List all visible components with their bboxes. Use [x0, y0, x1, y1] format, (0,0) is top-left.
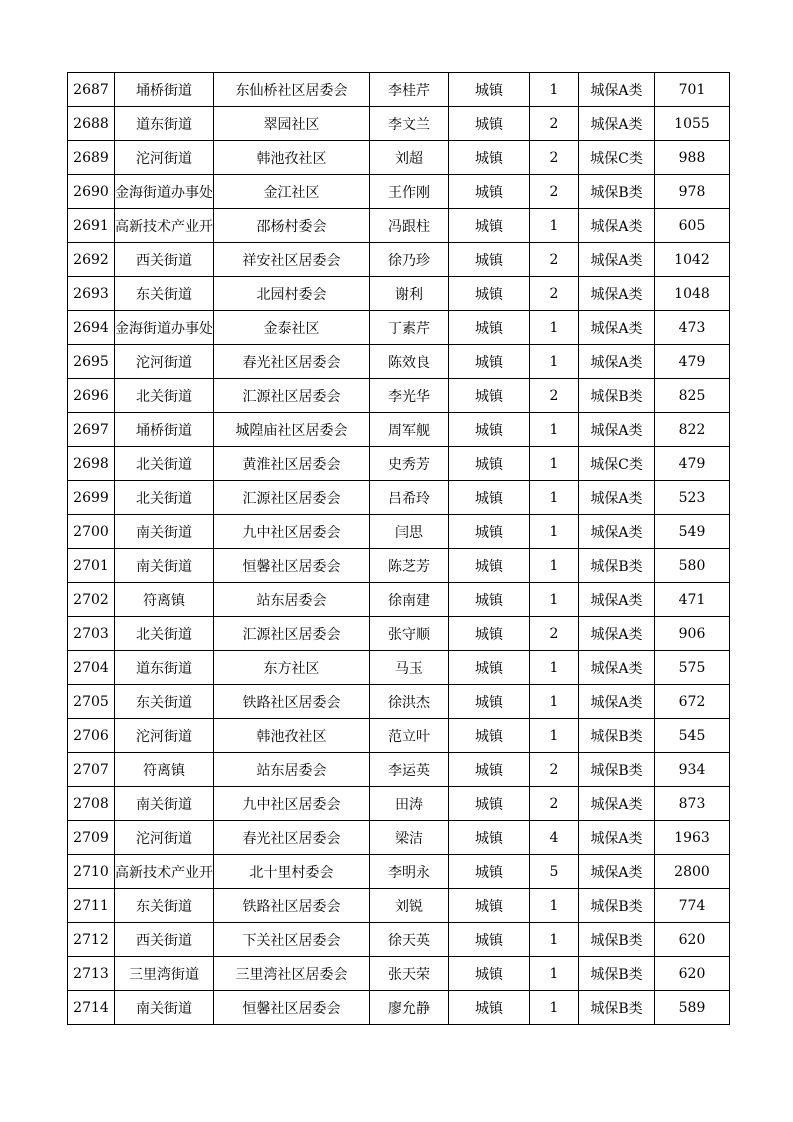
record-number-cell: 2691 — [68, 209, 115, 243]
insurance-category-cell: 城保A类 — [579, 243, 655, 277]
amount-cell: 473 — [655, 311, 730, 345]
street-office-cell: 高新技术产业开 — [115, 855, 214, 889]
record-number-cell: 2700 — [68, 515, 115, 549]
street-office-cell: 南关街道 — [115, 787, 214, 821]
member-count-cell: 1 — [530, 685, 579, 719]
household-type-cell: 城镇 — [449, 617, 530, 651]
household-type-cell: 城镇 — [449, 379, 530, 413]
street-office-cell: 金海街道办事处 — [115, 175, 214, 209]
table-row — [68, 549, 730, 583]
person-name-cell: 史秀芳 — [370, 447, 449, 481]
street-office-cell: 符离镇 — [115, 583, 214, 617]
insurance-category-cell: 城保B类 — [579, 719, 655, 753]
insurance-category-cell: 城保B类 — [579, 379, 655, 413]
record-number-cell: 2698 — [68, 447, 115, 481]
amount-cell: 906 — [655, 617, 730, 651]
person-name-cell: 吕希玲 — [370, 481, 449, 515]
insurance-category-cell: 城保B类 — [579, 991, 655, 1025]
record-number-cell: 2701 — [68, 549, 115, 583]
insurance-category-cell: 城保A类 — [579, 73, 655, 107]
street-office-cell: 西关街道 — [115, 923, 214, 957]
table-row — [68, 617, 730, 651]
record-number-cell: 2711 — [68, 889, 115, 923]
insurance-category-cell: 城保A类 — [579, 209, 655, 243]
insurance-category-cell: 城保B类 — [579, 753, 655, 787]
community-cell: 韩池孜社区 — [214, 141, 370, 175]
amount-cell: 479 — [655, 447, 730, 481]
insurance-category-cell: 城保A类 — [579, 617, 655, 651]
amount-cell: 672 — [655, 685, 730, 719]
insurance-category-cell: 城保A类 — [579, 345, 655, 379]
table-row — [68, 787, 730, 821]
person-name-cell: 李文兰 — [370, 107, 449, 141]
table-row — [68, 651, 730, 685]
member-count-cell: 1 — [530, 481, 579, 515]
household-type-cell: 城镇 — [449, 515, 530, 549]
community-cell: 邵杨村委会 — [214, 209, 370, 243]
community-cell: 下关社区居委会 — [214, 923, 370, 957]
street-office-cell: 南关街道 — [115, 991, 214, 1025]
household-type-cell: 城镇 — [449, 277, 530, 311]
household-type-cell: 城镇 — [449, 855, 530, 889]
street-office-cell: 沱河街道 — [115, 719, 214, 753]
household-type-cell: 城镇 — [449, 107, 530, 141]
person-name-cell: 周军舰 — [370, 413, 449, 447]
person-name-cell: 张守顺 — [370, 617, 449, 651]
person-name-cell: 张天荣 — [370, 957, 449, 991]
record-number-cell: 2699 — [68, 481, 115, 515]
member-count-cell: 1 — [530, 957, 579, 991]
household-type-cell: 城镇 — [449, 141, 530, 175]
insurance-category-cell: 城保C类 — [579, 141, 655, 175]
record-number-cell: 2714 — [68, 991, 115, 1025]
community-cell: 北十里村委会 — [214, 855, 370, 889]
person-name-cell: 陈芝芳 — [370, 549, 449, 583]
amount-cell: 1042 — [655, 243, 730, 277]
member-count-cell: 2 — [530, 107, 579, 141]
community-cell: 九中社区居委会 — [214, 515, 370, 549]
street-office-cell: 东关街道 — [115, 889, 214, 923]
member-count-cell: 2 — [530, 753, 579, 787]
table-row — [68, 855, 730, 889]
table-row — [68, 413, 730, 447]
community-cell: 汇源社区居委会 — [214, 481, 370, 515]
member-count-cell: 1 — [530, 991, 579, 1025]
community-cell: 汇源社区居委会 — [214, 379, 370, 413]
member-count-cell: 1 — [530, 413, 579, 447]
street-office-cell: 埇桥街道 — [115, 413, 214, 447]
street-office-cell: 北关街道 — [115, 447, 214, 481]
street-office-cell: 金海街道办事处 — [115, 311, 214, 345]
record-number-cell: 2702 — [68, 583, 115, 617]
household-type-cell: 城镇 — [449, 447, 530, 481]
amount-cell: 549 — [655, 515, 730, 549]
member-count-cell: 1 — [530, 345, 579, 379]
record-number-cell: 2709 — [68, 821, 115, 855]
amount-cell: 575 — [655, 651, 730, 685]
member-count-cell: 1 — [530, 651, 579, 685]
member-count-cell: 1 — [530, 311, 579, 345]
street-office-cell: 道东街道 — [115, 107, 214, 141]
amount-cell: 580 — [655, 549, 730, 583]
person-name-cell: 范立叶 — [370, 719, 449, 753]
insurance-category-cell: 城保A类 — [579, 583, 655, 617]
household-type-cell: 城镇 — [449, 821, 530, 855]
member-count-cell: 1 — [530, 719, 579, 753]
insurance-category-cell: 城保A类 — [579, 311, 655, 345]
record-number-cell: 2689 — [68, 141, 115, 175]
household-type-cell: 城镇 — [449, 787, 530, 821]
table-row — [68, 481, 730, 515]
table-row — [68, 515, 730, 549]
table-row — [68, 447, 730, 481]
community-cell: 三里湾社区居委会 — [214, 957, 370, 991]
record-number-cell: 2704 — [68, 651, 115, 685]
allowance-table — [67, 72, 730, 1025]
person-name-cell: 李运英 — [370, 753, 449, 787]
table-row — [68, 345, 730, 379]
household-type-cell: 城镇 — [449, 209, 530, 243]
amount-cell: 1048 — [655, 277, 730, 311]
record-number-cell: 2690 — [68, 175, 115, 209]
amount-cell: 873 — [655, 787, 730, 821]
table-row — [68, 685, 730, 719]
member-count-cell: 1 — [530, 209, 579, 243]
community-cell: 韩池孜社区 — [214, 719, 370, 753]
household-type-cell: 城镇 — [449, 243, 530, 277]
record-number-cell: 2694 — [68, 311, 115, 345]
amount-cell: 620 — [655, 957, 730, 991]
amount-cell: 1055 — [655, 107, 730, 141]
street-office-cell: 符离镇 — [115, 753, 214, 787]
record-number-cell: 2712 — [68, 923, 115, 957]
amount-cell: 1963 — [655, 821, 730, 855]
community-cell: 恒馨社区居委会 — [214, 991, 370, 1025]
household-type-cell: 城镇 — [449, 923, 530, 957]
member-count-cell: 2 — [530, 787, 579, 821]
table-row — [68, 889, 730, 923]
record-number-cell: 2708 — [68, 787, 115, 821]
insurance-category-cell: 城保B类 — [579, 889, 655, 923]
member-count-cell: 2 — [530, 277, 579, 311]
amount-cell: 988 — [655, 141, 730, 175]
street-office-cell: 埇桥街道 — [115, 73, 214, 107]
household-type-cell: 城镇 — [449, 651, 530, 685]
member-count-cell: 1 — [530, 73, 579, 107]
street-office-cell: 北关街道 — [115, 379, 214, 413]
household-type-cell: 城镇 — [449, 73, 530, 107]
table-row — [68, 175, 730, 209]
street-office-cell: 东关街道 — [115, 685, 214, 719]
table-row — [68, 753, 730, 787]
table-row — [68, 991, 730, 1025]
insurance-category-cell: 城保A类 — [579, 787, 655, 821]
street-office-cell: 北关街道 — [115, 481, 214, 515]
community-cell: 恒馨社区居委会 — [214, 549, 370, 583]
table-row — [68, 379, 730, 413]
record-number-cell: 2695 — [68, 345, 115, 379]
household-type-cell: 城镇 — [449, 957, 530, 991]
person-name-cell: 谢利 — [370, 277, 449, 311]
table-row — [68, 141, 730, 175]
street-office-cell: 南关街道 — [115, 515, 214, 549]
community-cell: 黄淮社区居委会 — [214, 447, 370, 481]
street-office-cell: 沱河街道 — [115, 345, 214, 379]
household-type-cell: 城镇 — [449, 345, 530, 379]
member-count-cell: 1 — [530, 515, 579, 549]
table-row — [68, 923, 730, 957]
household-type-cell: 城镇 — [449, 481, 530, 515]
record-number-cell: 2696 — [68, 379, 115, 413]
person-name-cell: 廖允静 — [370, 991, 449, 1025]
amount-cell: 471 — [655, 583, 730, 617]
amount-cell: 701 — [655, 73, 730, 107]
street-office-cell: 西关街道 — [115, 243, 214, 277]
household-type-cell: 城镇 — [449, 753, 530, 787]
member-count-cell: 1 — [530, 923, 579, 957]
community-cell: 铁路社区居委会 — [214, 889, 370, 923]
table-row — [68, 719, 730, 753]
amount-cell: 479 — [655, 345, 730, 379]
member-count-cell: 5 — [530, 855, 579, 889]
member-count-cell: 1 — [530, 447, 579, 481]
record-number-cell: 2706 — [68, 719, 115, 753]
community-cell: 金江社区 — [214, 175, 370, 209]
amount-cell: 822 — [655, 413, 730, 447]
insurance-category-cell: 城保B类 — [579, 957, 655, 991]
member-count-cell: 1 — [530, 583, 579, 617]
community-cell: 翠园社区 — [214, 107, 370, 141]
insurance-category-cell: 城保B类 — [579, 549, 655, 583]
amount-cell: 605 — [655, 209, 730, 243]
household-type-cell: 城镇 — [449, 685, 530, 719]
table-row — [68, 957, 730, 991]
household-type-cell: 城镇 — [449, 991, 530, 1025]
community-cell: 铁路社区居委会 — [214, 685, 370, 719]
street-office-cell: 南关街道 — [115, 549, 214, 583]
record-number-cell: 2697 — [68, 413, 115, 447]
person-name-cell: 徐天英 — [370, 923, 449, 957]
member-count-cell: 2 — [530, 243, 579, 277]
record-number-cell: 2705 — [68, 685, 115, 719]
insurance-category-cell: 城保A类 — [579, 821, 655, 855]
member-count-cell: 2 — [530, 617, 579, 651]
household-type-cell: 城镇 — [449, 311, 530, 345]
community-cell: 城隍庙社区居委会 — [214, 413, 370, 447]
record-number-cell: 2703 — [68, 617, 115, 651]
insurance-category-cell: 城保A类 — [579, 685, 655, 719]
person-name-cell: 闫思 — [370, 515, 449, 549]
community-cell: 东仙桥社区居委会 — [214, 73, 370, 107]
person-name-cell: 徐洪杰 — [370, 685, 449, 719]
household-type-cell: 城镇 — [449, 719, 530, 753]
community-cell: 站东居委会 — [214, 583, 370, 617]
record-number-cell: 2688 — [68, 107, 115, 141]
insurance-category-cell: 城保A类 — [579, 107, 655, 141]
insurance-category-cell: 城保A类 — [579, 855, 655, 889]
amount-cell: 545 — [655, 719, 730, 753]
amount-cell: 825 — [655, 379, 730, 413]
insurance-category-cell: 城保B类 — [579, 175, 655, 209]
community-cell: 汇源社区居委会 — [214, 617, 370, 651]
insurance-category-cell: 城保A类 — [579, 481, 655, 515]
table-row — [68, 107, 730, 141]
table-body — [68, 73, 730, 1025]
person-name-cell: 徐乃珍 — [370, 243, 449, 277]
person-name-cell: 李光华 — [370, 379, 449, 413]
household-type-cell: 城镇 — [449, 889, 530, 923]
insurance-category-cell: 城保C类 — [579, 447, 655, 481]
community-cell: 春光社区居委会 — [214, 345, 370, 379]
person-name-cell: 刘超 — [370, 141, 449, 175]
street-office-cell: 三里湾街道 — [115, 957, 214, 991]
insurance-category-cell: 城保A类 — [579, 277, 655, 311]
table-row — [68, 277, 730, 311]
person-name-cell: 陈效良 — [370, 345, 449, 379]
household-type-cell: 城镇 — [449, 549, 530, 583]
record-number-cell: 2707 — [68, 753, 115, 787]
amount-cell: 523 — [655, 481, 730, 515]
street-office-cell: 高新技术产业开 — [115, 209, 214, 243]
community-cell: 九中社区居委会 — [214, 787, 370, 821]
person-name-cell: 冯跟柱 — [370, 209, 449, 243]
insurance-category-cell: 城保A类 — [579, 515, 655, 549]
street-office-cell: 沱河街道 — [115, 141, 214, 175]
member-count-cell: 2 — [530, 141, 579, 175]
record-number-cell: 2713 — [68, 957, 115, 991]
street-office-cell: 沱河街道 — [115, 821, 214, 855]
member-count-cell: 2 — [530, 175, 579, 209]
amount-cell: 620 — [655, 923, 730, 957]
insurance-category-cell: 城保A类 — [579, 651, 655, 685]
person-name-cell: 马玉 — [370, 651, 449, 685]
community-cell: 春光社区居委会 — [214, 821, 370, 855]
amount-cell: 934 — [655, 753, 730, 787]
table-row — [68, 583, 730, 617]
member-count-cell: 2 — [530, 379, 579, 413]
table-row — [68, 209, 730, 243]
person-name-cell: 刘锐 — [370, 889, 449, 923]
table-row — [68, 243, 730, 277]
community-cell: 北园村委会 — [214, 277, 370, 311]
street-office-cell: 东关街道 — [115, 277, 214, 311]
street-office-cell: 北关街道 — [115, 617, 214, 651]
member-count-cell: 4 — [530, 821, 579, 855]
person-name-cell: 田涛 — [370, 787, 449, 821]
community-cell: 金泰社区 — [214, 311, 370, 345]
insurance-category-cell: 城保A类 — [579, 413, 655, 447]
community-cell: 东方社区 — [214, 651, 370, 685]
community-cell: 祥安社区居委会 — [214, 243, 370, 277]
person-name-cell: 李桂芹 — [370, 73, 449, 107]
amount-cell: 774 — [655, 889, 730, 923]
amount-cell: 589 — [655, 991, 730, 1025]
household-type-cell: 城镇 — [449, 413, 530, 447]
table-row — [68, 73, 730, 107]
person-name-cell: 徐南建 — [370, 583, 449, 617]
member-count-cell: 1 — [530, 889, 579, 923]
record-number-cell: 2693 — [68, 277, 115, 311]
street-office-cell: 道东街道 — [115, 651, 214, 685]
person-name-cell: 李明永 — [370, 855, 449, 889]
household-type-cell: 城镇 — [449, 175, 530, 209]
table-row — [68, 821, 730, 855]
household-type-cell: 城镇 — [449, 583, 530, 617]
insurance-category-cell: 城保B类 — [579, 923, 655, 957]
record-number-cell: 2687 — [68, 73, 115, 107]
member-count-cell: 1 — [530, 549, 579, 583]
table-row — [68, 311, 730, 345]
amount-cell: 978 — [655, 175, 730, 209]
community-cell: 站东居委会 — [214, 753, 370, 787]
record-number-cell: 2710 — [68, 855, 115, 889]
record-number-cell: 2692 — [68, 243, 115, 277]
person-name-cell: 王作刚 — [370, 175, 449, 209]
person-name-cell: 丁素芹 — [370, 311, 449, 345]
amount-cell: 2800 — [655, 855, 730, 889]
person-name-cell: 梁洁 — [370, 821, 449, 855]
